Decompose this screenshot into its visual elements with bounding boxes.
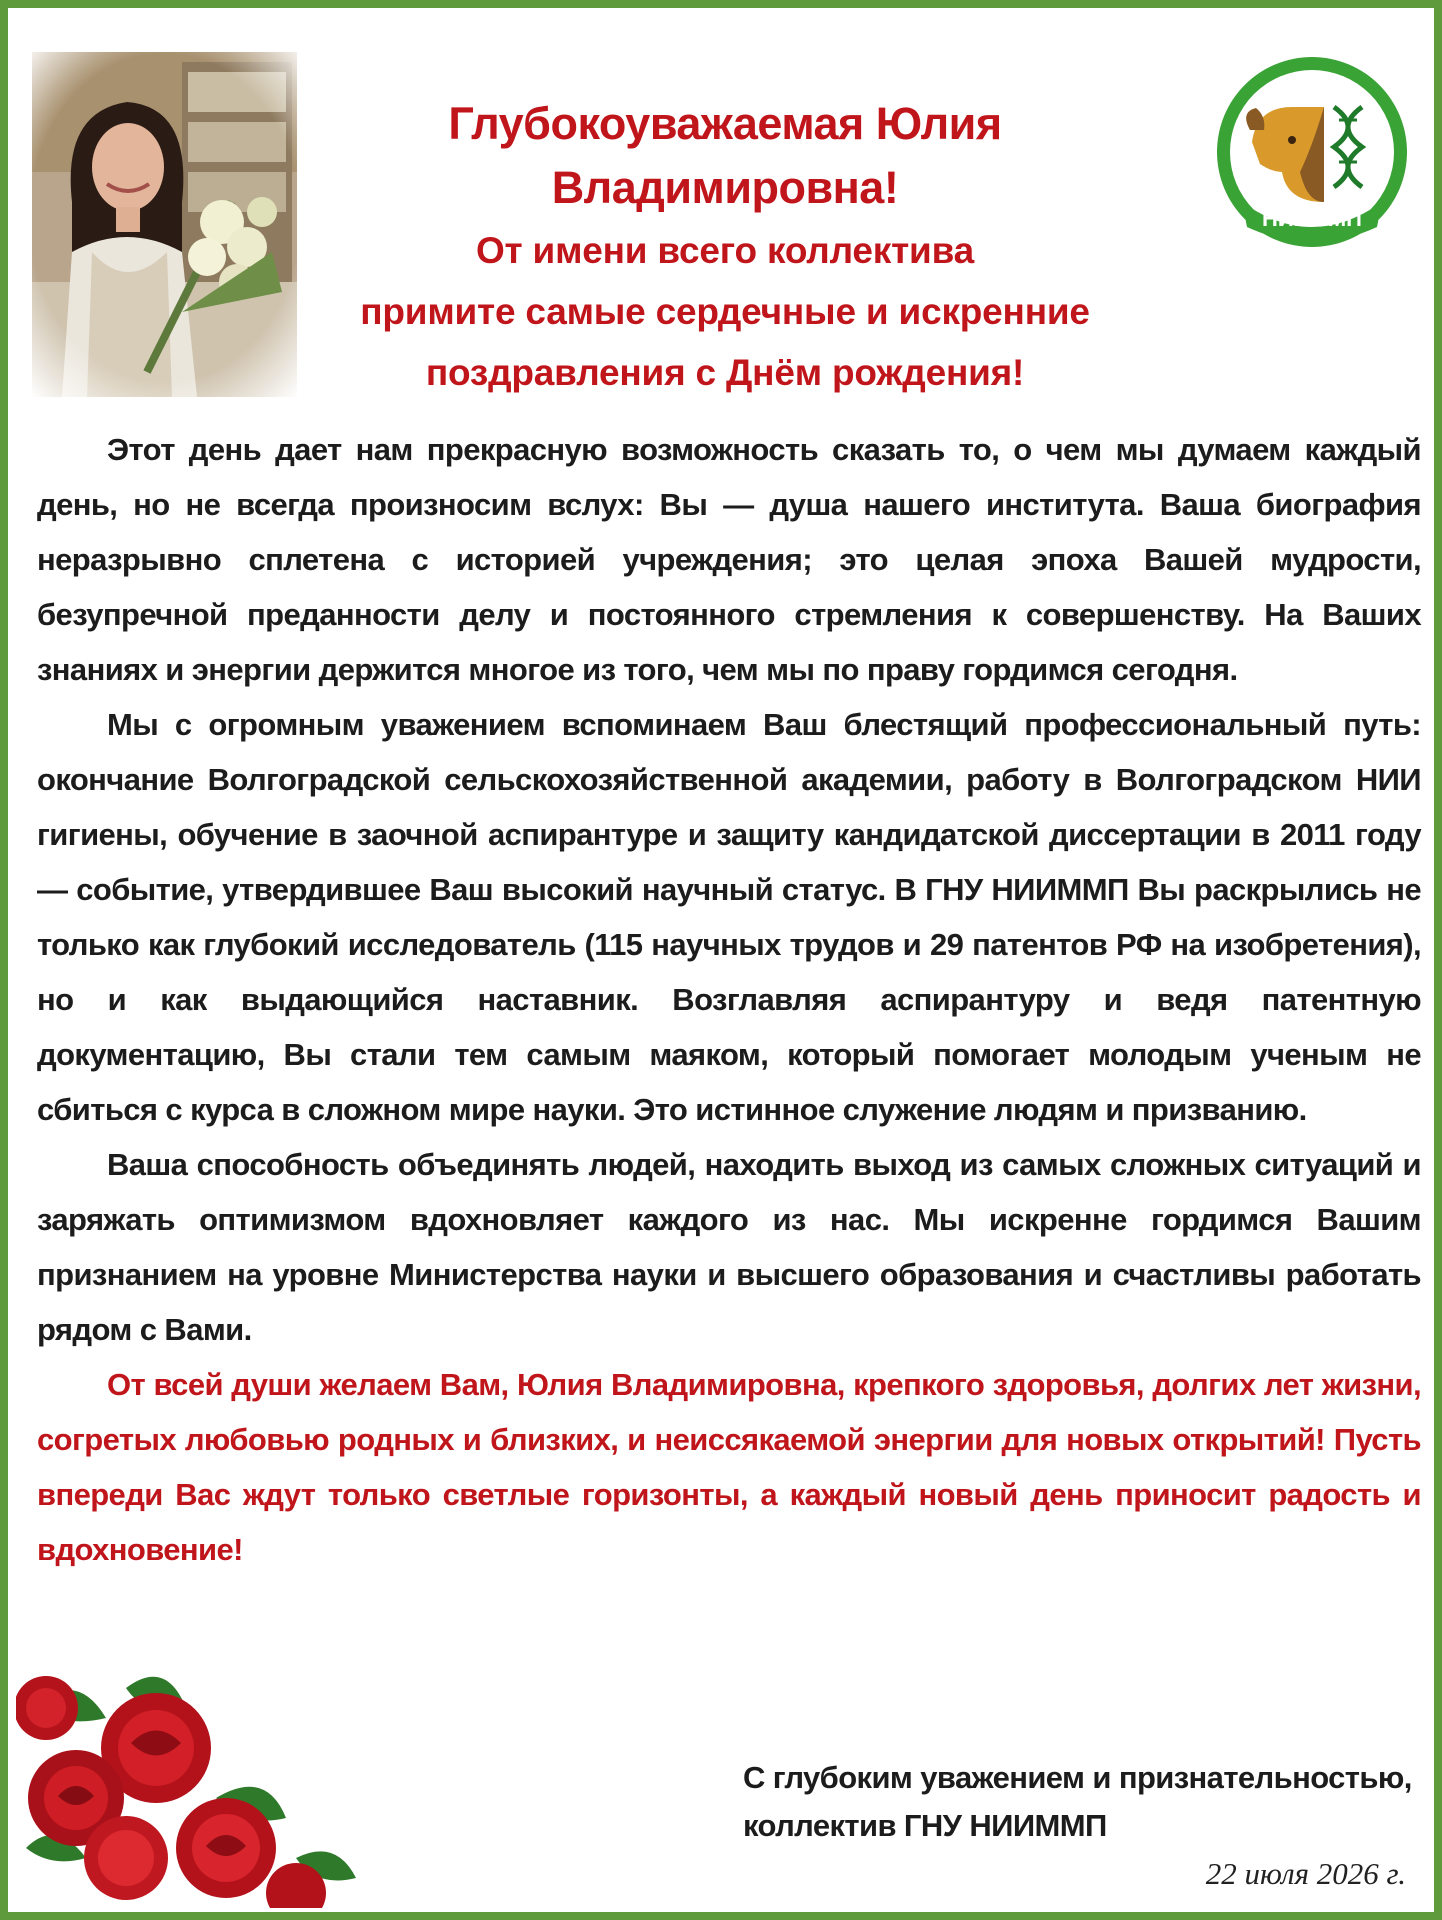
paragraph: Этот день дает нам прекрасную возможность сказать то, о чем мы думаем каждый день, но не всегда произносим вслух: Вы — душа нашего института. Ваша биография неразрывно сплетена с историей учреждения; это целая эпоха Вашей мудрости, безупречной преданности делу и постоянного стремления к совершенству. На Ваших знаниях и энергии держится многое из того, чем мы по праву гордимся сегодня. xyxy=(37,432,1421,687)
portrait-photo xyxy=(32,52,297,397)
wish-paragraph: От всей души желаем Вам, Юлия Владимировна, крепкого здоровья, долгих лет жизни, согретых любовью родных и близких, и неиссякаемой энергии для новых открытий! Пусть впереди Вас ждут только светлые горизонты, а каждый новый день приносит радость и вдохновение! xyxy=(37,1367,1421,1567)
paragraph: Мы с огромным уважением вспоминаем Ваш блестящий профессиональный путь: окончание Волгоградской сельскохозяйственной академии, работу в Волгоградском НИИ гигиены, обучение в заочной аспирантуре и защиту кандидатской диссертации в 2011 году — событие, утвердившее Ваш высокий научный статус. В ГНУ НИИММП Вы раскрылись не только как глубокий исследователь (115 научных трудов и 29 патентов РФ на изобретения), но и как выдающийся наставник. Возглавляя аспирантуру и ведя патентную документацию, Вы стали тем самым маяком, который помогает молодым ученым не сбиться с курса в сложном мире науки. Это истинное служение людям и призванию. xyxy=(37,707,1421,1127)
header-line: поздравления с Днём рождения! xyxy=(425,352,1025,393)
header xyxy=(298,92,1152,403)
roses-image xyxy=(16,1648,376,1908)
signature-line: коллектив ГНУ НИИММП xyxy=(743,1808,1107,1843)
date: 22 июля 2026 г. xyxy=(1205,1856,1406,1891)
letter-body xyxy=(37,422,1421,1577)
greeting-title: Глубокоуважаемая Юлия Владимировна! xyxy=(448,98,1002,213)
signature-line: С глубоким уважением и признательностью, xyxy=(743,1760,1412,1795)
signature xyxy=(743,1754,1423,1850)
logo-text: НИИММП xyxy=(1262,206,1362,231)
paragraph: Ваша способность объединять людей, находить выход из самых сложных ситуаций и заряжать оптимизмом вдохновляет каждого из нас. Мы искренне гордимся Вашим признанием на уровне Министерства науки и высшего образования и счастливы работать рядом с Вами. xyxy=(37,1147,1421,1347)
institute-logo xyxy=(1212,52,1412,252)
header-line: От имени всего коллектива xyxy=(475,230,975,271)
header-line: примите самые сердечные и искренние xyxy=(360,291,1090,332)
